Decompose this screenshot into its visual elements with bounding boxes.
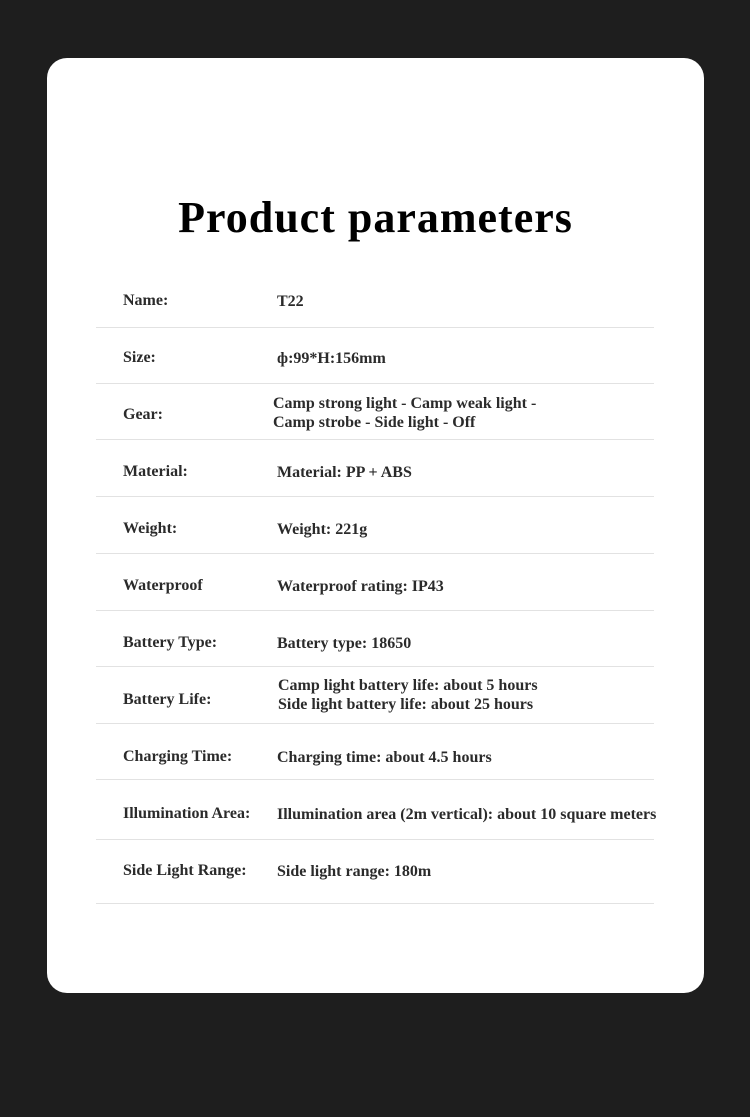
param-value: Material: PP + ABS [277,464,412,481]
param-value: Illumination area (2m vertical): about 10 square meters [277,806,657,823]
param-row-battery-type [96,611,654,667]
param-row-battery-life [96,667,654,724]
param-value: Battery type: 18650 [277,635,412,652]
param-value-line: Camp strobe - Side light - Off [273,414,476,431]
param-label: Side Light Range: [123,862,247,879]
param-label: Illumination Area: [123,805,251,822]
param-value: ф:99*H:156mm [277,350,386,367]
param-row-charging-time [96,724,654,780]
param-label: Charging Time: [123,748,233,765]
page-title: Product parameters [178,193,573,242]
param-label: Size: [123,349,156,366]
param-row-size [96,327,654,384]
param-row-side-light-range [96,840,654,904]
param-value: T22 [277,293,304,310]
param-label: Gear: [123,406,163,423]
param-row-waterproof [96,554,654,611]
param-row-illumination-area [96,780,657,840]
param-label: Battery Type: [123,634,218,651]
param-value-line: Camp light battery life: about 5 hours [278,677,538,694]
param-value-line: Side light battery life: about 25 hours [278,696,534,713]
param-value: Charging time: about 4.5 hours [277,749,492,766]
param-row-weight [96,497,654,554]
param-label: Material: [123,463,188,480]
param-value: Waterproof rating: IP43 [277,578,444,595]
param-label: Waterproof [123,577,203,594]
param-value: Side light range: 180m [277,863,432,880]
param-row-name [96,273,654,328]
param-label: Weight: [123,520,178,537]
param-value: Weight: 221g [277,521,368,538]
param-row-gear [96,384,654,440]
param-label: Name: [123,292,169,309]
param-value-line: Camp strong light - Camp weak light - [273,395,537,412]
param-label: Battery Life: [123,691,212,708]
param-row-material [96,440,654,497]
